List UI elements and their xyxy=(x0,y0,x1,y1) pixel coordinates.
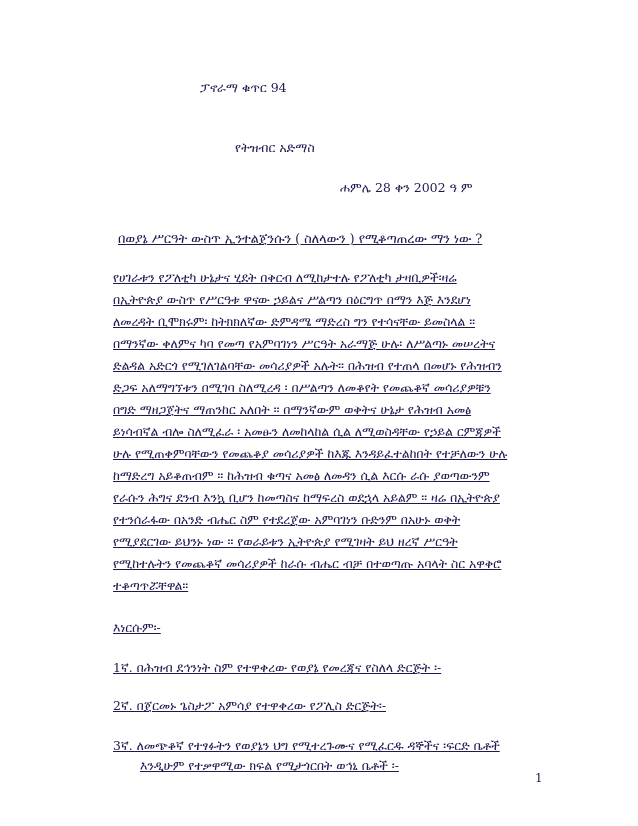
paragraph-line: ለመረዳት ቢሞክሩም፡ ከትክክለኛው ድምዳሜ ማድረስ ግን የተሳናቸው ይመስላል ። xyxy=(113,314,476,329)
paragraph-line: ተቆጣጥሯቸዋል። xyxy=(113,578,189,593)
paragraph-line: የራሱን ሕግና ደንብ እንኳ ቢሆን ከመጣስና ከማፍረስ ወደኋላ አይልም ። ዛሬ በኢትዮጵያ xyxy=(113,490,500,505)
list-item-continuation: እንዲሁም የተቃዋሚው ክፍል የሚታጎርበት ወኅኒ ቤቶች ፡- xyxy=(140,758,399,773)
paragraph-line: በግድ ማዘጋጀትና ማጠንከር አለበት ። በማንኛውም ወቅትና ሁኔታ የሕዝብ አመፅ xyxy=(113,402,472,417)
list-item: 2ኛ. በጀርመኑ ጌስታፖ አምሳያ የተዋቀረው የፖሊስ ድርጅት፡- xyxy=(113,698,387,713)
paragraph-line: በኢትዮጵያ ውስጥ የሥርዓቱ ዋናው ኃይልና ሥልጣን በዕርግጥ በማን እጅ እንደሆነ xyxy=(113,292,471,307)
program-number: ፓኖራማ ቁጥር 94 xyxy=(200,80,287,95)
program-title: የትዝብር አድማስ xyxy=(235,140,315,155)
paragraph-line: የሚከተሉትን የመጨቆኛ መሳሪያዎች ከራሱ ብሔር ብቻ በተወጣጡ አባላት ስር አዋቅሮ xyxy=(113,556,502,571)
document-date: ሐምሌ 28 ቀን 2002 ዓ ም xyxy=(340,180,473,195)
document-heading: በወያኔ ሥርዓት ውስጥ ኢንተልጀንሱን ( ስለላውን ) የሚቆጣጠረው ማን ነው ? xyxy=(118,232,483,247)
paragraph-line: ድልዳል አድርጎ የሚገለገልባቸው መሳሪያዎች አሉት። በሕዝብ የተጠላ በመሆኑ የሕዝብን xyxy=(113,358,502,373)
paragraph-line: ይነሳብኛል ብሎ ስለሚፈራ ፡ አመፁን ለመከላከል ሲል ለሚወስዳቸው የኃይል ርምጃዎች xyxy=(113,424,501,439)
paragraph-line: የሚያደርገው ይህንኑ ነው ። የወራይቱን ኢትዮጵያ የሚገዛት ይህ ዘረኛ ሥርዓት xyxy=(113,534,458,549)
paragraph-line: ድጋፍ አለማግኘቱን በሚገባ ስለሚረዳ ፡ በሥልጣን ለመቆየት የመጨቆኛ መሳሪያዎቹን xyxy=(113,380,491,395)
paragraph-line: ሁሉ የሚጠቀምባቸውን የመጨቆያ መሳሪያዎች ከእጁ እንዳይፈተልከበት የተቻለውን ሁሉ xyxy=(113,446,508,461)
list-item: 1ኛ. በሕዝብ ደኅንነት ስም የተዋቀረው የወያኔ የመረጃና የስለላ ድርጅት ፡- xyxy=(113,660,442,675)
paragraph-line: የሀገራቱን የፖለቲካ ሁኔታና ሂደት በቅርብ ለሚከታተሉ የፖለቲካ ታዛቢዎች፡ዛሬ xyxy=(113,270,457,285)
list-intro: እነርሱም፡- xyxy=(113,620,161,635)
paragraph-line: ከማድረግ አይቆጠብም ። ከሕዝብ ቁጣና አመፅ ለመዳን ሲል እርሱ ራሱ ያወጣውንም xyxy=(113,468,490,483)
page-number: 1 xyxy=(535,771,543,785)
paragraph-line: የተንሰራፋው በአንድ ብሔር ስም የተደረጀው አምባገነን ቡድንም በአሁኑ ወቅት xyxy=(113,512,461,527)
list-item: 3ኛ. ለመጭቆኛ የተፃፉትን የወያኔን ህግ የሚተረጉሙና የሚፈርዱ ዳኞችና ፡ፍርድ ቤቶች xyxy=(113,738,500,753)
paragraph-line: በማንኛው ቀለምና ካባ የመጣ የአምባገነን ሥርዓት አራማጅ ሁሉ፡ ለሥልጣኑ መሠረትና xyxy=(113,336,496,351)
